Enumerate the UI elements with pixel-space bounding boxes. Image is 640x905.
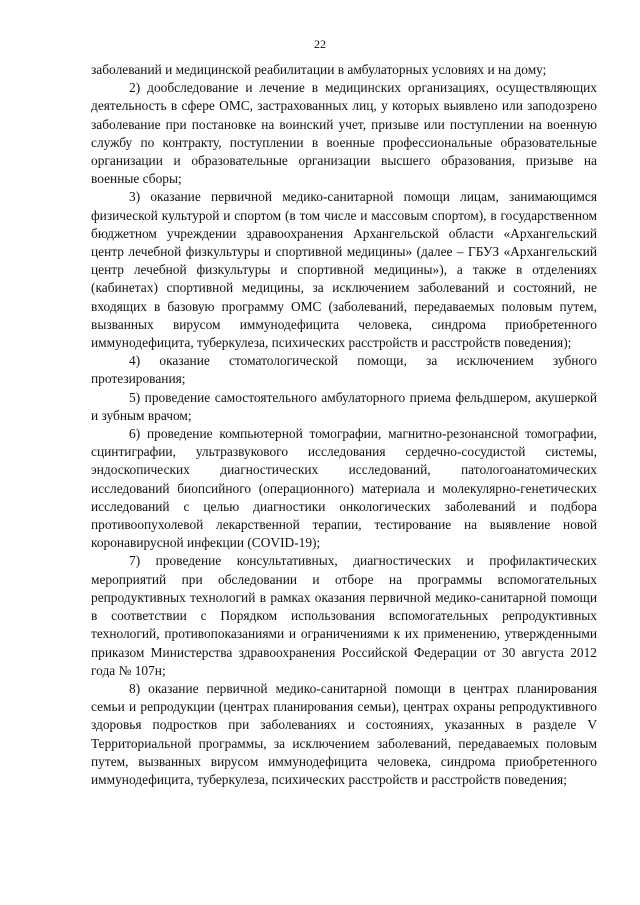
document-body xyxy=(91,61,597,789)
paragraph-item-5: 5) проведение самостоятельного амбулаторного приема фельдшером, акушеркой и зубным врачом; xyxy=(91,389,597,423)
page-number: 22 xyxy=(314,37,326,51)
paragraph-item-7: 7) проведение консультативных, диагностических и профилактических мероприятий при обследовании и отборе на программы вспомогательных репродуктивных технологий в рамках оказания первичной медико-санитарной помощи в соответствии с Порядком использования вспомогательных репродуктивных технологий, противопоказаниями и ограничениями к их применению, утвержденными приказом Министерства здравоохранения Российской Федерации от 30 августа 2012 года № 107н; xyxy=(91,553,597,678)
paragraph-item-2: 2) дообследование и лечение в медицинских организациях, осуществляющих деятельность в сфере ОМС, застрахованных лиц, у которых выявлено или заподозрено заболевание при постановке на воинский учет, призыве или поступлении на военную службу по контракту, поступлении в военные профессиональные образовательные организации и образовательные организации высшего образования, призыве на военные сборы; xyxy=(91,80,597,187)
paragraph-continuation: заболеваний и медицинской реабилитации в амбулаторных условиях и на дому; xyxy=(91,62,547,77)
paragraph-item-3: 3) оказание первичной медико-санитарной помощи лицам, занимающимся физической культурой и спортом (в том числе и массовым спортом), в государственном бюджетном учреждении здравоохранения Архангельской области «Архангельский центр лечебной физкультуры и спортивной медицины» (далее – ГБУЗ «Архангельский центр лечебной физкультуры и спортивной медицины»), а также в отделениях (кабинетах) спортивной медицины, за исключением заболеваний и состояний, не входящих в базовую программу ОМС (заболеваний, передаваемых половым путем, вызванных вирусом иммунодефицита человека, синдрома приобретенного иммунодефицита, туберкулеза, психических расстройств и расстройств поведения); xyxy=(91,189,597,351)
paragraph-item-4: 4) оказание стоматологической помощи, за исключением зубного протезирования; xyxy=(91,353,597,387)
paragraph-item-6: 6) проведение компьютерной томографии, магнитно-резонансной томографии, сцинтиграфии, ультразвукового исследования сердечно-сосудистой системы, эндоскопических диагностических исследований, патологоанатомических исследований биопсийного (операционного) материала и молекулярно-генетических исследований с целью диагностики онкологических заболеваний и подбора противоопухолевой лекарственной терапии, тестирование на выявление новой коронавирусной инфекции (COVID-19); xyxy=(91,426,597,551)
paragraph-item-8: 8) оказание первичной медико-санитарной помощи в центрах планирования семьи и репродукции (центрах планирования семьи), центрах охраны репродуктивного здоровья подростков при заболеваниях и состояниях, указанных в разделе V Территориальной программы, за исключением заболеваний, передаваемых половым путем, вызванных вирусом иммунодефицита человека, синдрома приобретенного иммунодефицита, туберкулеза, психических расстройств и расстройств поведения; xyxy=(91,680,597,787)
